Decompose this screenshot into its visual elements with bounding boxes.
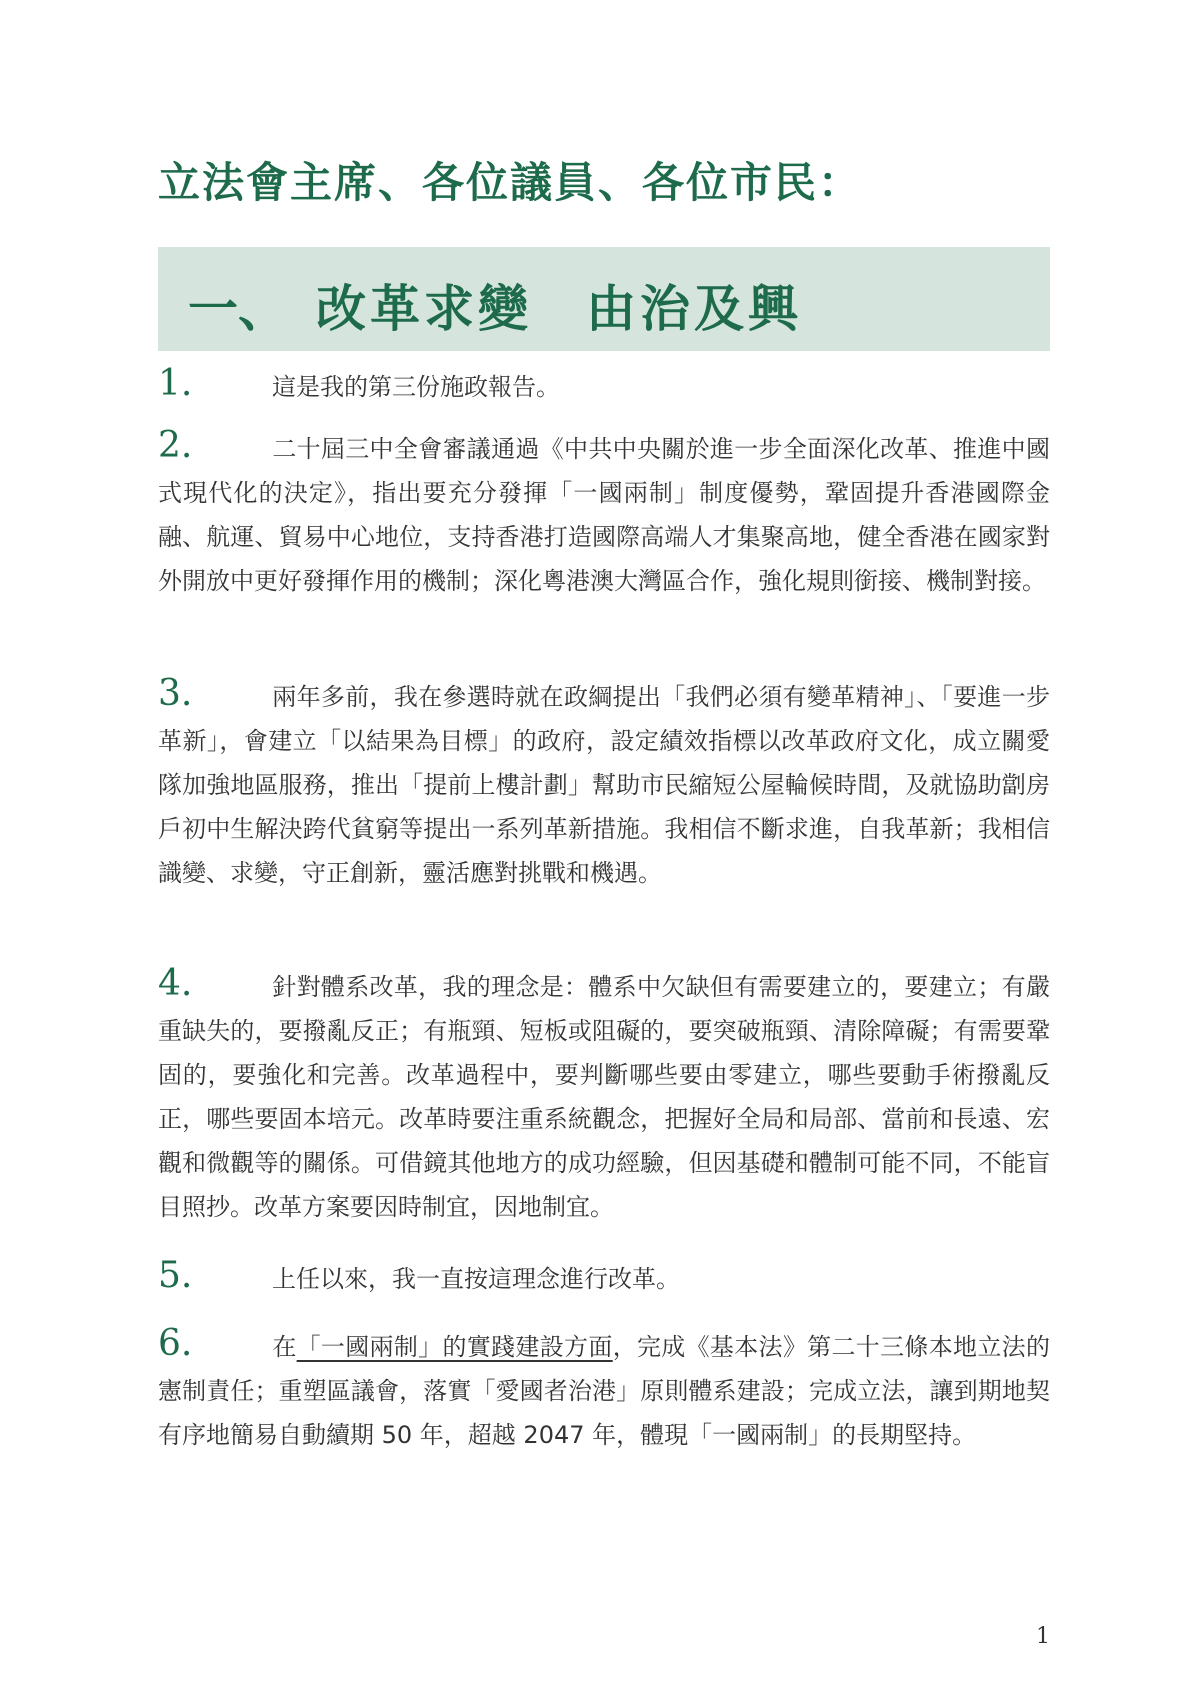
paragraph-3 <box>158 672 1050 895</box>
greeting-heading: 立法會主席、各位議員、各位市民： <box>158 158 863 207</box>
paragraph-2 <box>158 424 1050 603</box>
paragraph-text: 上任以來，我一直按這理念進行改革。 <box>272 1265 680 1293</box>
paragraph-number: 6. <box>158 1323 193 1364</box>
paragraph-number: 5. <box>158 1255 193 1296</box>
paragraph-number: 4. <box>158 963 193 1004</box>
paragraph-5 <box>158 1254 1050 1301</box>
paragraph-text: 兩年多前，我在參選時就在政綱提出「我們必須有變革精神」、「要進一步革新」，會建立「以結果為目標」的政府，設定績效指標以改革政府文化，成立關愛隊加強地區服務，推出「提前上樓計劃」幫助市民縮短公屋輪候時間，及就協助劏房戶初中生解決跨代貧窮等提出一系列革新措施。我相信不斷求進，自我革新；我相信識變、求變，守正創新，靈活應對挑戰和機遇。 <box>158 683 1050 887</box>
paragraph-1 <box>158 362 1050 409</box>
paragraph-text: 針對體系改革，我的理念是：體系中欠缺但有需要建立的，要建立；有嚴重缺失的，要撥亂反正；有瓶頸、短板或阻礙的，要突破瓶頸、清除障礙；有需要鞏固的，要強化和完善。改革過程中，要判斷哪些要由零建立，哪些要動手術撥亂反正，哪些要固本培元。改革時要注重系統觀念，把握好全局和局部、當前和長遠、宏觀和微觀等的關係。可借鏡其他地方的成功經驗，但因基礎和體制可能不同，不能盲目照抄。改革方案要因時制宜，因地制宜。 <box>158 973 1050 1221</box>
paragraph-number: 2. <box>158 425 193 466</box>
paragraph-text: 這是我的第三份施政報告。 <box>272 373 560 401</box>
paragraph-4 <box>158 962 1050 1229</box>
paragraph-6 <box>158 1322 1050 1457</box>
underlined-phrase: 「一國兩制」的實踐建設方面 <box>296 1333 613 1361</box>
paragraph-text: ，完成《基本法》第二十三條本地立法的憲制責任；重塑區議會，落實「愛國者治港」原則體系建設；完成立法，讓到期地契有序地簡易自動續期 50 年，超越 2047 年，體現「一國兩制」的長期堅持。 <box>158 1333 1050 1449</box>
chapter-title: 改革求變 由治及興 <box>316 279 802 338</box>
chapter-banner <box>158 247 1050 351</box>
chapter-number: 一、 <box>188 279 288 338</box>
paragraph-text: 二十屆三中全會審議通過《中共中央關於進一步全面深化改革、推進中國式現代化的決定》，指出要充分發揮「一國兩制」制度優勢，鞏固提升香港國際金融、航運、貿易中心地位，支持香港打造國際高端人才集聚高地，健全香港在國家對外開放中更好發揮作用的機制；深化粵港澳大灣區合作，強化規則銜接、機制對接。 <box>158 435 1050 595</box>
page-number: 1 <box>1036 1624 1050 1649</box>
paragraph-number: 3. <box>158 673 193 714</box>
paragraph-number: 1. <box>158 363 193 404</box>
paragraph-prefix: 在 <box>272 1333 297 1361</box>
